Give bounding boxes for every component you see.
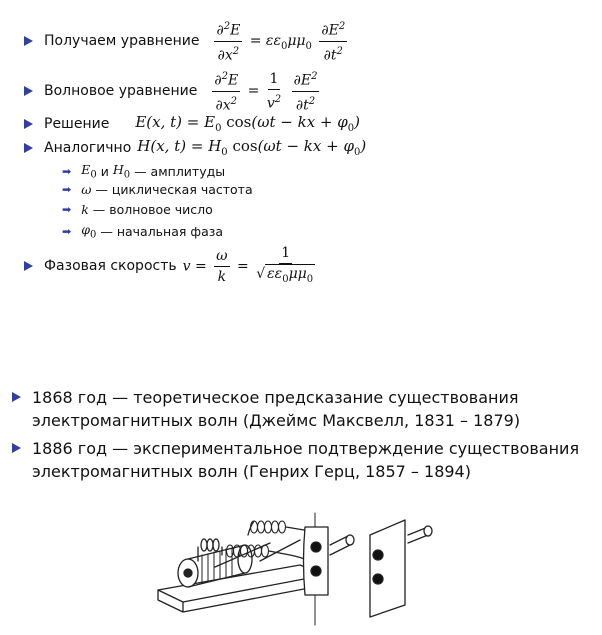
history-item-line: электромагнитных волн (Генрих Герц, 1857 – 1894) <box>32 462 471 481</box>
equation-row-5 <box>24 244 318 289</box>
arrow-bullet-icon: ➡ <box>62 183 72 196</box>
sub-item-phase: ➡ $\varphi_0$ — начальная фаза <box>62 222 224 241</box>
equation-5-formula: v = $\frac{\omega}{k}$ = $\frac{1}{√ \varepsilon\varepsilon_0\mu\mu_0}$ <box>182 245 314 285</box>
bullet-triangle-icon <box>24 143 33 153</box>
sub-item-frequency: ➡ ω — циклическая частота <box>62 182 253 197</box>
equation-row-3 <box>24 113 360 134</box>
sub-item-and: и <box>100 163 109 179</box>
arrow-bullet-icon: ➡ <box>62 224 72 238</box>
equation-1-label: Получаем уравнение <box>44 33 200 50</box>
bullet-triangle-icon <box>24 119 33 129</box>
history-item-hertz <box>12 437 579 483</box>
sub-item-amplitudes: ➡ $E_0$ и $H_0$ — амплитуды <box>62 162 226 181</box>
equation-2-formula: $\frac{\partial^2E}{\partial x^2}$ = $\frac{1}{v^2}$ $\frac{\partial E^2}{\partial t^2}$ <box>209 68 322 114</box>
bullet-triangle-icon <box>24 86 33 96</box>
equation-3-label: Решение <box>44 115 110 132</box>
history-item-line: 1868 год — теоретическое предсказание существования <box>32 388 519 407</box>
hertz-apparatus-illustration <box>150 505 450 630</box>
bullet-triangle-icon <box>12 443 21 453</box>
bullet-triangle-icon <box>24 261 33 271</box>
equation-5-label: Фазовая скорость <box>44 258 177 275</box>
bullet-triangle-icon <box>12 392 21 402</box>
sub-item-text: — волновое число <box>92 202 213 217</box>
bullet-triangle-icon <box>24 36 33 46</box>
sub-item-text: — амплитуды <box>134 163 226 179</box>
sub-item-text: — начальная фаза <box>100 223 224 239</box>
equation-row-4 <box>24 137 366 158</box>
equation-1-formula: $\frac{\partial^2E}{\partial x^2}$ = $\varepsilon\varepsilon_0\mu\mu_0$ $\frac{\partial E^2}{\partial t^2}$ <box>211 18 350 64</box>
equation-4-formula: H(x, $t) = H_0$ cos(ωt − kx + $\varphi_0$) <box>137 137 367 158</box>
equation-3-formula: E(x, $t) = E_0$ cos(ωt − kx + $\varphi_0$) <box>135 113 360 134</box>
equation-row-2 <box>24 68 322 114</box>
history-item-maxwell <box>12 386 520 432</box>
sub-item-wavenumber: ➡ k — волновое число <box>62 202 213 217</box>
equation-row-1 <box>24 18 350 64</box>
arrow-bullet-icon: ➡ <box>62 203 72 216</box>
arrow-bullet-icon: ➡ <box>62 164 72 178</box>
sub-item-text: — циклическая частота <box>95 182 253 197</box>
history-item-line: электромагнитных волн (Джеймс Максвелл, 1831 – 1879) <box>32 411 521 430</box>
equation-2-label: Волновое уравнение <box>44 83 198 100</box>
equation-4-label: Аналогично <box>44 139 132 156</box>
history-item-line: 1886 год — экспериментальное подтверждение существования <box>32 439 580 458</box>
